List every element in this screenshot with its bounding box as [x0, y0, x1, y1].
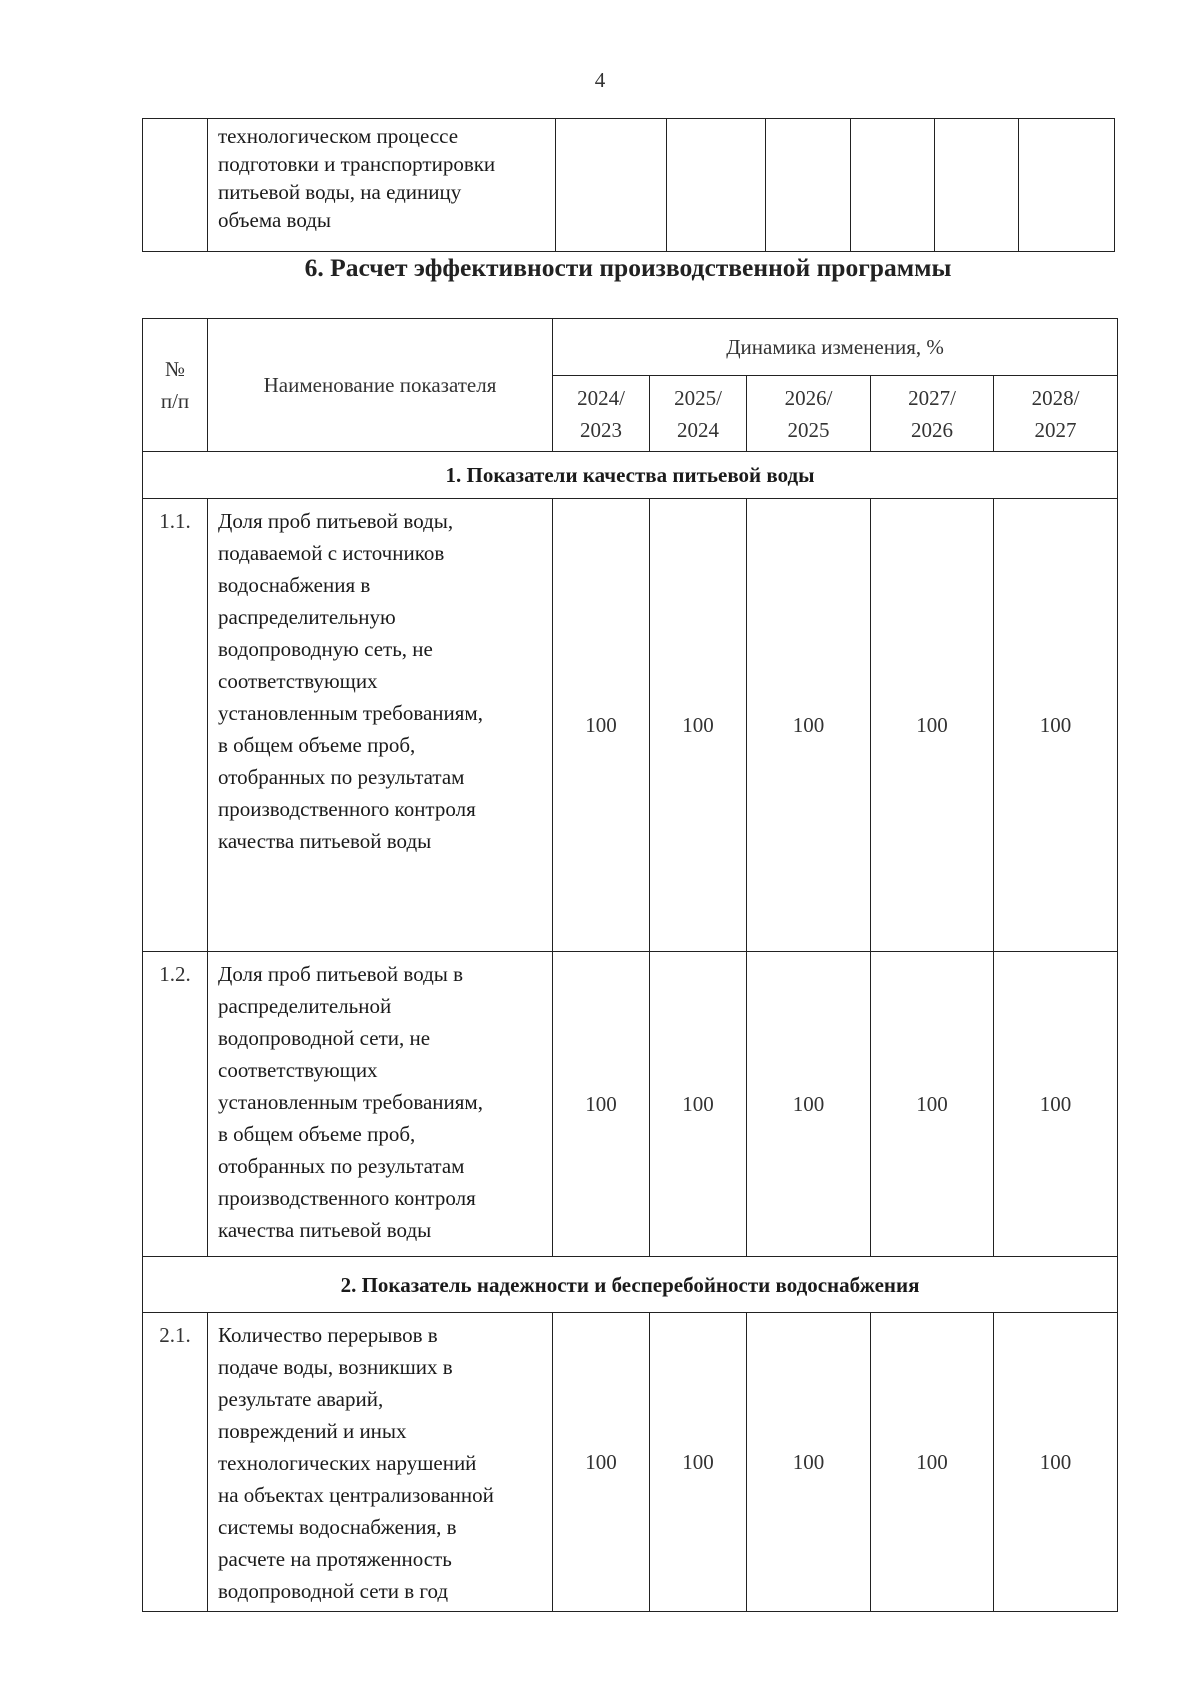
year-line: 2025	[787, 417, 830, 442]
table-row	[143, 1313, 1118, 1612]
description-line: Доля проб питьевой воды в	[218, 962, 464, 986]
year-line: 2026/	[784, 385, 833, 410]
year-line: 2028/	[1031, 385, 1080, 410]
value-cell: 100	[871, 952, 994, 1257]
header-year-cell	[553, 376, 650, 452]
year-line: 2023	[580, 417, 622, 442]
value-cell: 100	[650, 952, 747, 1257]
header-name-cell: Наименование показателя	[208, 319, 553, 452]
description-line: соответствующих	[218, 669, 378, 693]
description-line: качества питьевой воды	[218, 829, 432, 853]
description-line: в общем объеме проб,	[218, 1122, 416, 1146]
year-line: 2025/	[674, 385, 722, 410]
description-line: соответствующих	[218, 1058, 378, 1082]
year-line: 2026	[911, 417, 953, 442]
continuation-no-cell	[143, 119, 208, 252]
description-line: водопроводной сети, не	[218, 1026, 431, 1050]
value-cell: 100	[871, 1313, 994, 1612]
description-line: качества питьевой воды	[218, 1218, 432, 1242]
value-cell: 100	[650, 1313, 747, 1612]
header-no-line: №	[164, 357, 186, 381]
description-line: системы водоснабжения, в	[218, 1515, 457, 1539]
year-line: 2027	[1034, 417, 1077, 442]
value-cell: 100	[994, 499, 1118, 952]
group-title: 1. Показатели качества питьевой воды	[143, 452, 1118, 499]
value-cell: 100	[871, 499, 994, 952]
row-description	[208, 499, 553, 952]
value-cell: 100	[553, 1313, 650, 1612]
description-line: распределительной	[218, 994, 392, 1018]
continuation-empty-cell	[935, 119, 1019, 252]
header-no-cell	[143, 319, 208, 452]
description-line: подаваемой с источников	[218, 541, 445, 565]
value-cell: 100	[747, 952, 871, 1257]
value-cell: 100	[553, 499, 650, 952]
description-line: повреждений и иных	[218, 1419, 407, 1443]
description-line: Количество перерывов в	[218, 1323, 438, 1347]
description-line: установленным требованиям,	[218, 701, 483, 725]
continuation-line: объема воды	[218, 208, 332, 232]
value-cell: 100	[553, 952, 650, 1257]
header-year-cell	[747, 376, 871, 452]
continuation-empty-cell	[851, 119, 935, 252]
description-line: Доля проб питьевой воды,	[218, 509, 454, 533]
row-number: 2.1.	[143, 1313, 208, 1612]
continuation-line: технологическом процессе	[218, 124, 459, 148]
row-description	[208, 1313, 553, 1612]
description-line: на объектах централизованной	[218, 1483, 494, 1507]
table-row	[143, 499, 1118, 952]
continuation-empty-cell	[556, 119, 667, 252]
description-line: результате аварий,	[218, 1387, 384, 1411]
description-line: расчете на протяженность	[218, 1547, 452, 1571]
continuation-table	[142, 118, 1115, 252]
description-line: подаче воды, возникших в	[218, 1355, 453, 1379]
value-cell: 100	[747, 499, 871, 952]
year-line: 2024/	[577, 385, 625, 410]
description-line: водопроводной сети в год	[218, 1579, 449, 1603]
continuation-empty-cell	[1019, 119, 1115, 252]
continuation-row	[143, 119, 1115, 252]
description-line: распределительную	[218, 605, 396, 629]
value-cell: 100	[747, 1313, 871, 1612]
value-cell: 100	[650, 499, 747, 952]
page-number: 4	[594, 68, 606, 92]
description-line: водоснабжения в	[218, 573, 371, 597]
row-description	[208, 952, 553, 1257]
group-row	[143, 452, 1118, 499]
header-year-cell	[994, 376, 1118, 452]
description-line: производственного контроля	[218, 797, 476, 821]
continuation-empty-cell	[667, 119, 766, 252]
continuation-line: питьевой воды, на единицу	[218, 180, 462, 204]
continuation-line: подготовки и транспортировки	[218, 152, 496, 176]
header-dynamics-cell: Динамика изменения, %	[553, 319, 1118, 376]
section-title: 6. Расчет эффективности производственной программы	[304, 253, 952, 282]
table-row	[143, 952, 1118, 1257]
group-row	[143, 1257, 1118, 1313]
efficiency-table	[142, 318, 1118, 1612]
header-no-line: п/п	[160, 389, 190, 413]
value-cell: 100	[994, 1313, 1118, 1612]
header-year-cell	[650, 376, 747, 452]
header-row	[143, 319, 1118, 376]
row-number: 1.1.	[143, 499, 208, 952]
value-cell: 100	[994, 952, 1118, 1257]
continuation-empty-cell	[766, 119, 851, 252]
description-line: отобранных по результатам	[218, 765, 465, 789]
description-line: установленным требованиям,	[218, 1090, 483, 1114]
continuation-text-cell	[208, 119, 556, 252]
description-line: производственного контроля	[218, 1186, 476, 1210]
description-line: отобранных по результатам	[218, 1154, 465, 1178]
header-year-cell	[871, 376, 994, 452]
row-number: 1.2.	[143, 952, 208, 1257]
group-title: 2. Показатель надежности и бесперебойности водоснабжения	[143, 1257, 1118, 1313]
description-line: в общем объеме проб,	[218, 733, 416, 757]
year-line: 2027/	[908, 385, 956, 410]
year-line: 2024	[677, 417, 719, 442]
description-line: водопроводную сеть, не	[218, 637, 433, 661]
description-line: технологических нарушений	[218, 1451, 477, 1475]
